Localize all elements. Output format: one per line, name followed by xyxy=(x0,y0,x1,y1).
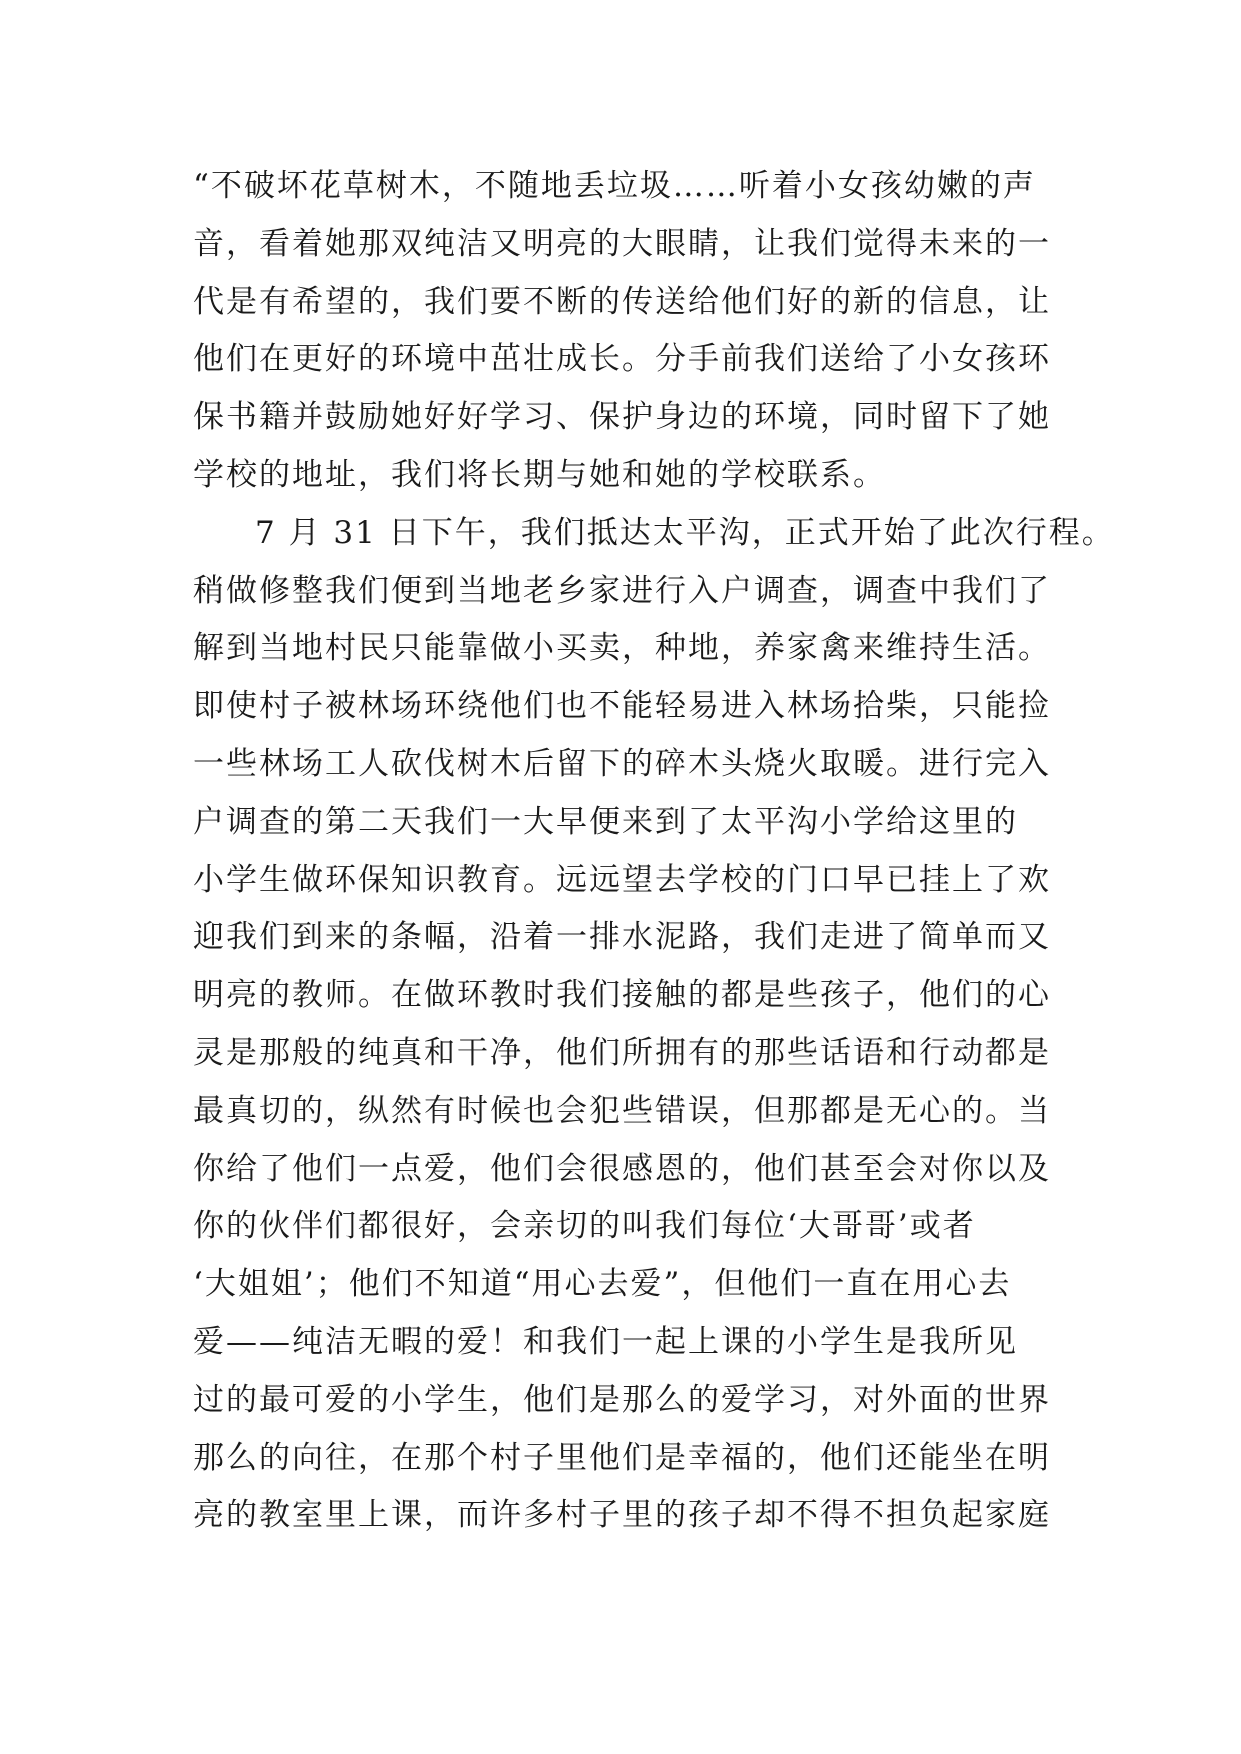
text-line: 一些林场工人砍伐树木后留下的碎木头烧火取暖。进行完入 xyxy=(193,745,1051,782)
text-line: 你给了他们一点爱，他们会很感恩的，他们甚至会对你以及 xyxy=(193,1150,1051,1187)
document-body xyxy=(193,158,1115,1545)
text-line: 灵是那般的纯真和干净，他们所拥有的那些话语和行动都是 xyxy=(193,1034,1051,1071)
text-line: 户调查的第二天我们一大早便来到了太平沟小学给这里的 xyxy=(193,803,1018,840)
text-line: 解到当地村民只能靠做小买卖，种地，养家禽来维持生活。 xyxy=(193,630,1051,667)
text-line: 学校的地址，我们将长期与她和她的学校联系。 xyxy=(193,456,886,493)
text-line: 即使村子被林场环绕他们也不能轻易进入林场拾柴，只能捡 xyxy=(193,688,1051,725)
text-line: 最真切的，纵然有时候也会犯些错误，但那都是无心的。当 xyxy=(193,1092,1051,1129)
text-line: 迎我们到来的条幅，沿着一排水泥路，我们走进了简单而又 xyxy=(193,919,1051,956)
text-line: 小学生做环保知识教育。远远望去学校的门口早已挂上了欢 xyxy=(193,861,1051,898)
text-line: 保书籍并鼓励她好好学习、保护身边的环境，同时留下了她 xyxy=(193,399,1051,436)
text-line: 明亮的教师。在做环教时我们接触的都是些孩子，他们的心 xyxy=(193,977,1051,1014)
text-line: 那么的向往，在那个村子里他们是幸福的，他们还能坐在明 xyxy=(193,1439,1051,1476)
text-line: 爱——纯洁无暇的爱！和我们一起上课的小学生是我所见 xyxy=(193,1323,1018,1360)
text-line: 过的最可爱的小学生，他们是那么的爱学习，对外面的世界 xyxy=(193,1381,1051,1418)
text-line: “不破坏花草树木，不随地丢垃圾……听着小女孩幼嫩的声 xyxy=(193,168,1036,204)
text-line: ‘大姐姐’；他们不知道“用心去爱”，但他们一直在用心去 xyxy=(193,1266,1012,1303)
text-line: 音，看着她那双纯洁又明亮的大眼睛，让我们觉得未来的一 xyxy=(193,225,1051,262)
text-line: 稍做修整我们便到当地老乡家进行入户调查，调查中我们了 xyxy=(193,572,1051,609)
text-line: 你的伙伴们都很好，会亲切的叫我们每位‘大哥哥’或者 xyxy=(193,1208,976,1245)
text-line: 代是有希望的，我们要不断的传送给他们好的新的信息，让 xyxy=(193,283,1051,320)
paragraph-1 xyxy=(193,158,1063,505)
paragraph-2 xyxy=(193,505,1115,1545)
text-line-indented: 7 月 31 日下午，我们抵达太平沟，正式开始了此次行程。 xyxy=(255,514,1115,551)
text-line: 他们在更好的环境中茁壮成长。分手前我们送给了小女孩环 xyxy=(193,341,1051,378)
text-line: 亮的教室里上课，而许多村子里的孩子却不得不担负起家庭 xyxy=(193,1497,1051,1534)
